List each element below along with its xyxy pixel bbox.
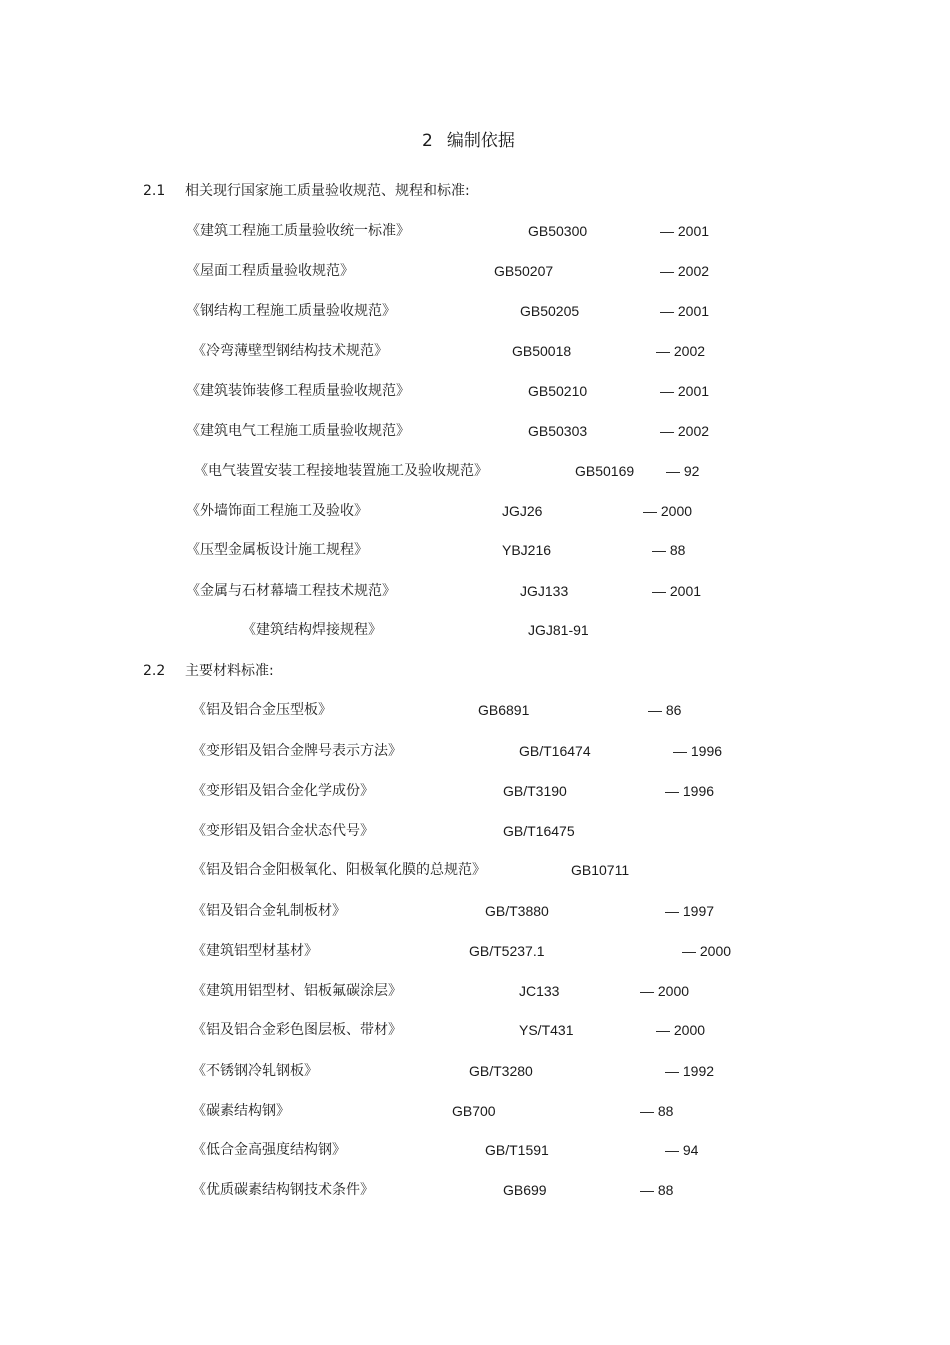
section-number: 2.1: [143, 183, 166, 199]
standard-name: 《建筑工程施工质量验收统一标准》: [186, 223, 410, 239]
standard-name: 《电气装置安装工程接地装置施工及验收规范》: [194, 463, 488, 479]
standard-code: GB50300: [528, 223, 588, 239]
standard-code: GB50169: [575, 463, 635, 479]
section-number: 2.2: [143, 663, 166, 679]
standard-year: — 2002: [660, 263, 710, 279]
standard-code: GB/T16474: [519, 743, 591, 759]
standard-code: GB/T16475: [503, 823, 575, 839]
standard-code: YBJ216: [502, 542, 552, 558]
standard-name: 《冷弯薄壁型钢结构技术规范》: [192, 343, 388, 359]
standard-year: — 88: [640, 1182, 674, 1198]
standard-code: GB/T3280: [469, 1063, 533, 1079]
standard-code: GB/T3880: [485, 903, 549, 919]
standard-name: 《屋面工程质量验收规范》: [186, 263, 354, 279]
standard-code: JGJ26: [502, 503, 543, 519]
section-heading-text: 相关现行国家施工质量验收规范、规程和标准:: [185, 183, 470, 199]
standard-year: — 1997: [665, 903, 715, 919]
standard-year: — 1996: [665, 783, 715, 799]
standard-year: — 2000: [643, 503, 693, 519]
standard-year: — 94: [665, 1142, 699, 1158]
standard-year: — 2002: [660, 423, 710, 439]
standard-year: — 2001: [652, 583, 702, 599]
standard-name: 《优质碳素结构钢技术条件》: [192, 1182, 374, 1198]
standard-name: 《压型金属板设计施工规程》: [186, 542, 368, 558]
section-heading-2-2: [143, 664, 274, 678]
standard-name: 《变形铝及铝合金状态代号》: [192, 823, 374, 839]
standard-code: GB/T5237.1: [469, 943, 545, 959]
standard-code: GB50018: [512, 343, 572, 359]
standard-name: 《钢结构工程施工质量验收规范》: [186, 303, 396, 319]
standard-year: — 2001: [660, 303, 710, 319]
standard-code: GB10711: [571, 862, 630, 878]
standard-code: GB699: [503, 1182, 547, 1198]
standard-name: 《低合金高强度结构钢》: [192, 1142, 346, 1158]
standard-code: GB6891: [478, 702, 530, 718]
standard-name: 《金属与石材幕墙工程技术规范》: [186, 583, 396, 599]
page-title: [422, 133, 515, 150]
title-number: 2: [422, 131, 433, 151]
standard-year: — 2001: [660, 383, 710, 399]
standard-code: YS/T431: [519, 1022, 574, 1038]
standard-name: 《外墙饰面工程施工及验收》: [186, 503, 368, 519]
section-heading-text: 主要材料标准:: [185, 663, 274, 679]
standard-name: 《建筑装饰装修工程质量验收规范》: [186, 383, 410, 399]
standard-code: JC133: [519, 983, 560, 999]
standard-name: 《建筑用铝型材、铝板氟碳涂层》: [192, 983, 402, 999]
standard-code: GB/T3190: [503, 783, 567, 799]
standard-year: — 2002: [656, 343, 706, 359]
title-text: 编制依据: [446, 131, 515, 151]
standard-code: GB50303: [528, 423, 588, 439]
standard-year: — 2000: [640, 983, 690, 999]
standard-year: — 2000: [656, 1022, 706, 1038]
standard-year: — 2001: [660, 223, 710, 239]
standard-year: — 1992: [665, 1063, 715, 1079]
standard-name: 《建筑电气工程施工质量验收规范》: [186, 423, 410, 439]
standard-name: 《铝及铝合金阳极氧化、阳极氧化膜的总规范》: [192, 862, 486, 878]
standard-code: GB50207: [494, 263, 554, 279]
standard-code: GB50205: [520, 303, 580, 319]
standard-year: — 1996: [673, 743, 723, 759]
standard-code: GB50210: [528, 383, 588, 399]
standard-year: — 88: [652, 542, 686, 558]
standard-name: 《碳素结构钢》: [192, 1103, 290, 1119]
standard-year: — 86: [648, 702, 682, 718]
standard-year: — 88: [640, 1103, 674, 1119]
standard-code: JGJ81-91: [528, 622, 589, 638]
standard-name: 《铝及铝合金彩色图层板、带材》: [192, 1022, 402, 1038]
standard-year: — 92: [666, 463, 700, 479]
standard-year: — 2000: [682, 943, 732, 959]
standard-name: 《铝及铝合金压型板》: [192, 702, 332, 718]
standard-code: GB700: [452, 1103, 496, 1119]
standard-name: 《铝及铝合金轧制板材》: [192, 903, 346, 919]
standard-name: 《建筑铝型材基材》: [192, 943, 318, 959]
section-heading-2-1: [143, 184, 470, 198]
standard-code: JGJ133: [520, 583, 569, 599]
standard-code: GB/T1591: [485, 1142, 549, 1158]
standard-name: 《变形铝及铝合金化学成份》: [192, 783, 374, 799]
standard-name: 《不锈钢冷轧钢板》: [192, 1063, 318, 1079]
standard-name: 《变形铝及铝合金牌号表示方法》: [192, 743, 402, 759]
standard-name: 《建筑结构焊接规程》: [242, 622, 382, 638]
